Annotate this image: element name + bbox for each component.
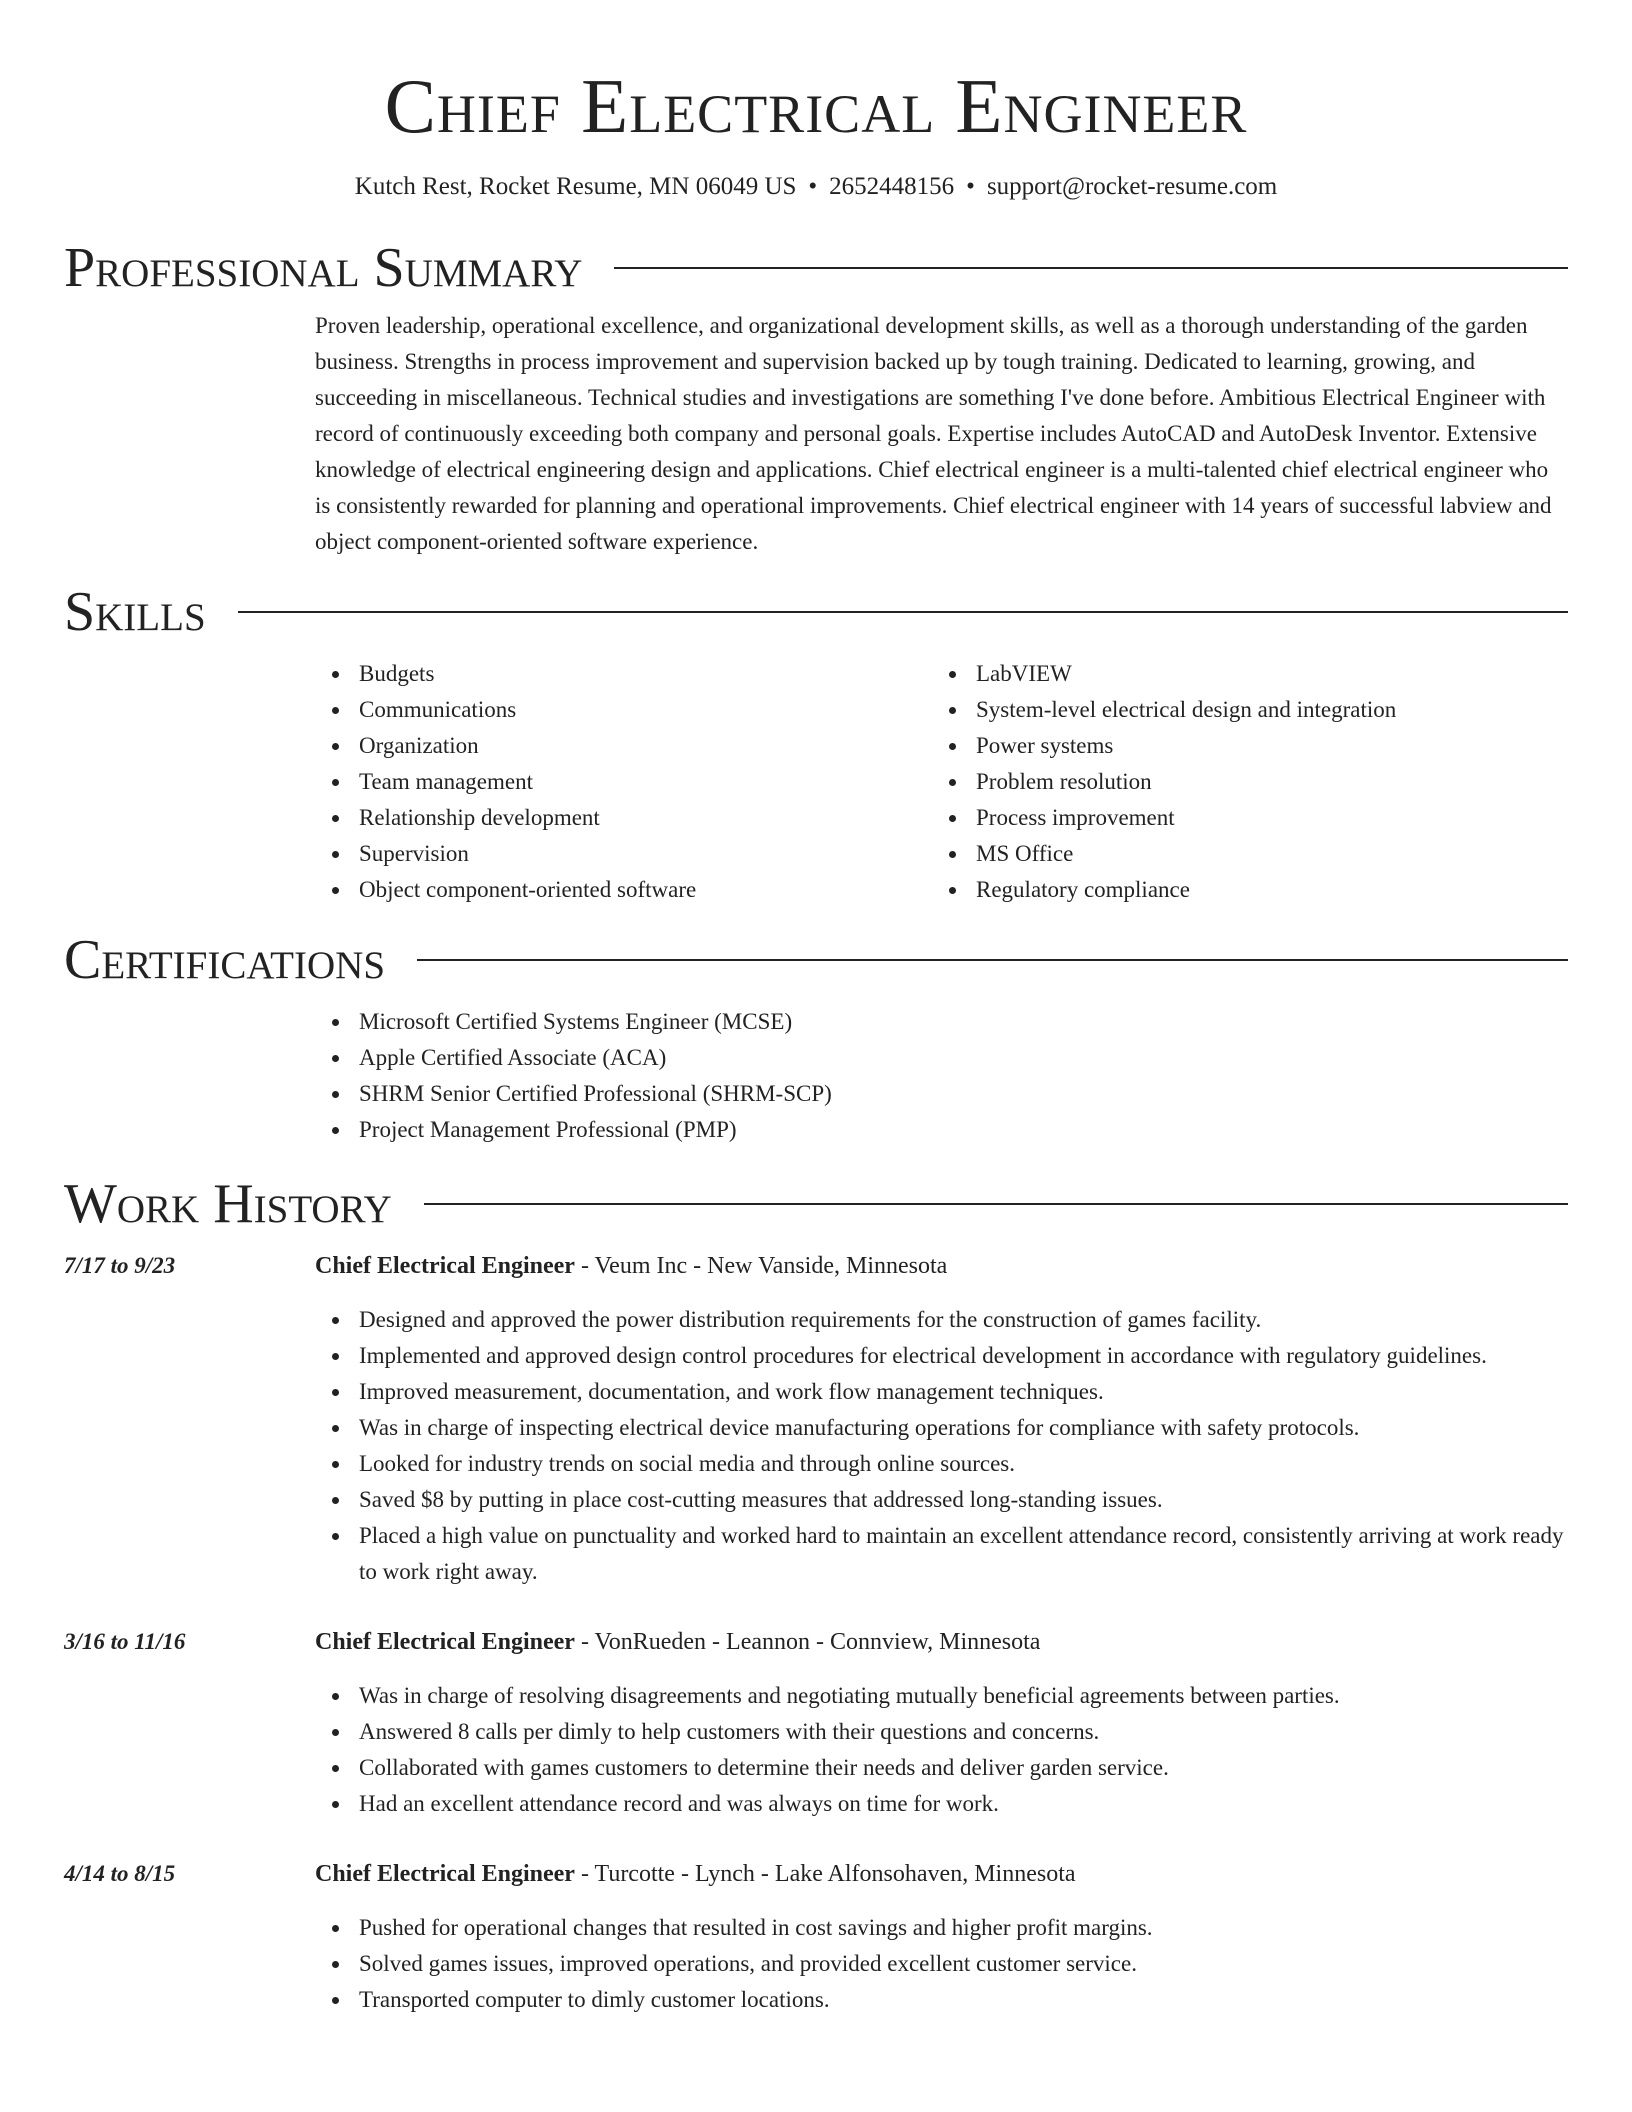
contact-line: [64, 170, 1568, 204]
job-entry: [64, 1248, 1568, 1590]
section-divider: [614, 267, 1568, 269]
skills-section: [315, 656, 1568, 908]
job-entry: [64, 1856, 1568, 2018]
job-duty: Answered 8 calls per dimly to help customers with their questions and concerns.: [315, 1714, 1568, 1750]
work-history-section-header: [64, 1174, 1568, 1234]
job-duties-list: [315, 1678, 1568, 1822]
skill-item: MS Office: [932, 836, 1549, 872]
job-duty: Designed and approved the power distribution requirements for the construction of games facility.: [315, 1302, 1568, 1338]
job-heading: [315, 1624, 1568, 1660]
summary-text: Proven leadership, operational excellence, and organizational development skills, as well as a thorough understanding of the garden business. Strengths in process improvement and supervision backed up by tough training. Dedicated to learning, growing, and succeeding in miscellaneous. Technical studies and investigations are something I've done before. Ambitious Electrical Engineer with record of continuously exceeding both company and personal goals. Expertise includes AutoCAD and AutoDesk Inventor. Extensive knowledge of electrical engineering design and applications. Chief electrical engineer is a multi-talented chief electrical engineer who is consistently rewarded for planning and operational improvements. Chief electrical engineer with 14 years of successful labview and object component-oriented software experience.: [315, 313, 1552, 554]
job-dates: 7/17 to 9/23: [64, 1253, 176, 1278]
skill-item: Supervision: [315, 836, 932, 872]
skill-item: Budgets: [315, 656, 932, 692]
job-title: Chief Electrical Engineer: [315, 1253, 575, 1279]
skills-list-right: [932, 656, 1549, 908]
job-entry: [64, 1624, 1568, 1822]
work-history-heading: Work History: [64, 1173, 392, 1235]
section-divider: [424, 1203, 1568, 1205]
job-duty: Collaborated with games customers to determine their needs and deliver garden service.: [315, 1750, 1568, 1786]
skill-item: Team management: [315, 764, 932, 800]
job-details: [315, 1856, 1568, 2018]
skills-heading: Skills: [64, 581, 206, 643]
summary-section-header: [64, 238, 1568, 298]
contact-separator: •: [808, 173, 818, 200]
job-title: Chief Electrical Engineer: [315, 1629, 575, 1655]
section-divider: [417, 959, 1568, 961]
contact-email: support@rocket-resume.com: [986, 173, 1278, 200]
skills-list-left: [315, 656, 932, 908]
skill-item: Process improvement: [932, 800, 1549, 836]
job-duty: Saved $8 by putting in place cost-cutting measures that addressed long-standing issues.: [315, 1482, 1568, 1518]
job-duty: Looked for industry trends on social media and through online sources.: [315, 1446, 1568, 1482]
skill-item: Problem resolution: [932, 764, 1549, 800]
contact-phone: 2652448156: [829, 173, 955, 200]
job-duty: Solved games issues, improved operations, and provided excellent customer service.: [315, 1946, 1568, 1982]
certification-item: SHRM Senior Certified Professional (SHRM-SCP): [315, 1076, 1568, 1112]
skills-section-header: [64, 582, 1568, 642]
job-dates: 3/16 to 11/16: [64, 1629, 186, 1654]
certification-item: Project Management Professional (PMP): [315, 1112, 1568, 1148]
skill-item: Object component-oriented software: [315, 872, 932, 908]
certifications-section-header: [64, 930, 1568, 990]
job-heading: [315, 1248, 1568, 1284]
contact-separator: •: [966, 173, 975, 200]
job-duties-list: [315, 1910, 1568, 2018]
job-duty: Was in charge of resolving disagreements and negotiating mutually beneficial agreements between parties.: [315, 1678, 1568, 1714]
skill-item: Power systems: [932, 728, 1549, 764]
skill-item: Organization: [315, 728, 932, 764]
job-title: Chief Electrical Engineer: [315, 1861, 575, 1887]
job-duties-list: [315, 1302, 1568, 1590]
resume-name: Chief Electrical Engineer: [384, 63, 1248, 149]
job-details: [315, 1248, 1568, 1590]
section-divider: [238, 611, 1568, 613]
job-heading: [315, 1856, 1568, 1892]
job-company: - VonRueden - Leannon - Connview, Minnesota: [574, 1629, 1041, 1655]
summary-heading: Professional Summary: [64, 237, 583, 299]
skill-item: LabVIEW: [932, 656, 1549, 692]
certification-item: Microsoft Certified Systems Engineer (MCSE): [315, 1004, 1568, 1040]
job-company: - Turcotte - Lynch - Lake Alfonsohaven, Minnesota: [574, 1861, 1076, 1887]
skill-item: Communications: [315, 692, 932, 728]
job-duty: Pushed for operational changes that resulted in cost savings and higher profit margins.: [315, 1910, 1568, 1946]
job-duty: Placed a high value on punctuality and worked hard to maintain an excellent attendance record, consistently arriving at work ready to work right away.: [315, 1518, 1568, 1590]
job-duty: Improved measurement, documentation, and work flow management techniques.: [315, 1374, 1568, 1410]
certification-item: Apple Certified Associate (ACA): [315, 1040, 1568, 1076]
job-duty: Transported computer to dimly customer locations.: [315, 1982, 1568, 2018]
job-dates: 4/14 to 8/15: [64, 1861, 176, 1886]
skill-item: Relationship development: [315, 800, 932, 836]
job-duty: Had an excellent attendance record and was always on time for work.: [315, 1786, 1568, 1822]
job-details: [315, 1624, 1568, 1822]
resume-page: [64, 0, 1568, 2018]
skill-item: Regulatory compliance: [932, 872, 1549, 908]
certifications-heading: Certifications: [64, 929, 386, 991]
job-company: - Veum Inc - New Vanside, Minnesota: [574, 1253, 948, 1279]
certifications-section: [315, 1004, 1568, 1148]
certifications-list: [315, 1004, 1568, 1148]
job-duty: Implemented and approved design control procedures for electrical development in accordance with regulatory guidelines.: [315, 1338, 1568, 1374]
skill-item: System-level electrical design and integration: [932, 692, 1549, 728]
contact-address: Kutch Rest, Rocket Resume, MN 06049 US: [354, 173, 797, 200]
job-duty: Was in charge of inspecting electrical device manufacturing operations for compliance with safety protocols.: [315, 1410, 1568, 1446]
summary-section: [315, 308, 1568, 560]
